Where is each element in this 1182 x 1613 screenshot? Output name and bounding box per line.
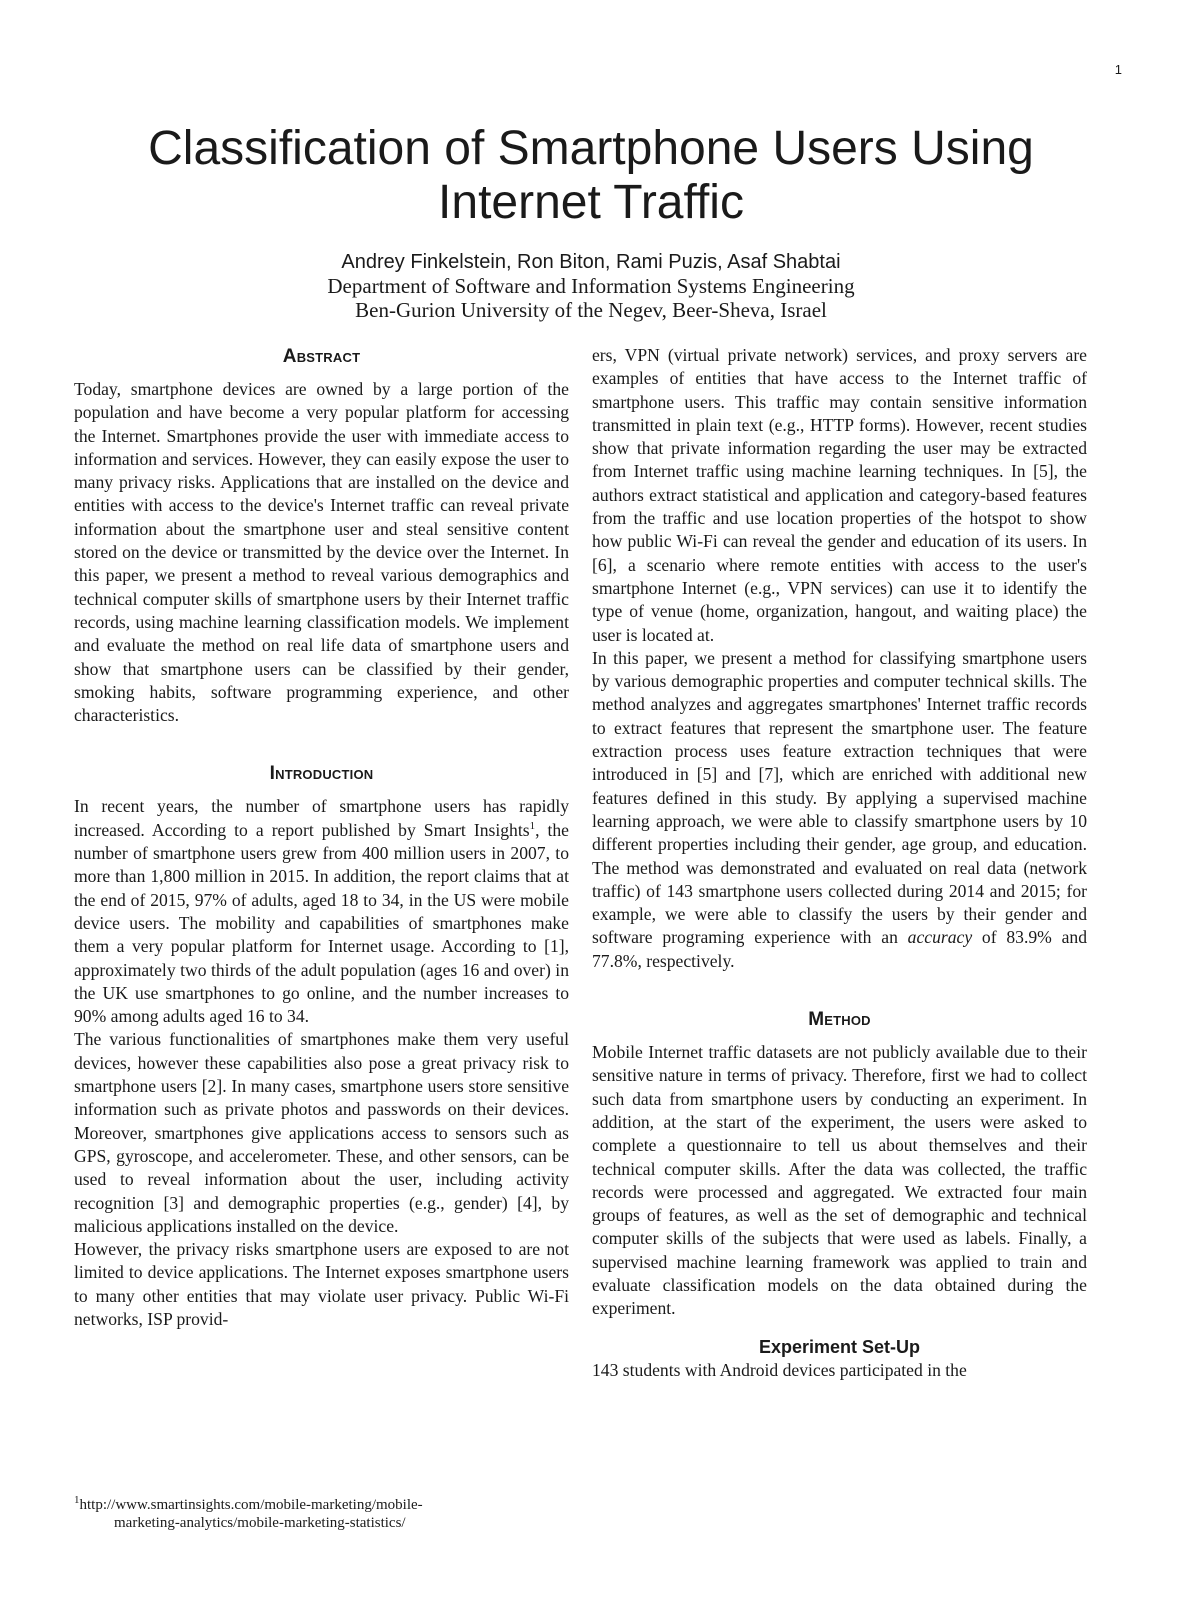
footnote-marker: 1 — [529, 819, 536, 832]
introduction-paragraph-1: In recent years, the number of smartphone users has rapidly increased. According to a report published by Smart Insights$^1$, the number of smartphone users grew from 400 million users in 2007, to more than 1,800 million in 2015. In addition, the report claims that at the end of 2015, 97% of adults, aged 18 to 34, in the US were mobile device users. The mobility and capabilities of smartphones make them a very popular platform for Internet usage. According to [1], approximately two thirds of the adult population (ages 16 and over) in the UK use smartphones to go online, and the number increases to 90% among adults aged 16 to 34. — [74, 796, 569, 1027]
abstract-text: Today, smartphone devices are owned by a large portion of the population and have become a very popular platform for accessing the Internet. Smartphones provide the user with immediate access to information and services. However, they can easily expose the user to many privacy risks. Applications that are installed on the device and entities with access to the device's Internet traffic can reveal private information about the smartphone user and steal sensitive content stored on the device or transmitted by the device over the Internet. In this paper, we present a method to reveal various demographics and technical computer skills of smartphone users by their Internet traffic records, using machine learning classification models. We implement and evaluate the method on real life data of smartphone users and show that smartphone users can be classified by their gender, smoking habits, software programming experience, and other characteristics. — [74, 379, 569, 726]
method-paragraph-1: Mobile Internet traffic datasets are not publicly available due to their sensitive nature in terms of privacy. Therefore, first we had to collect such data from smartphone users by conducting an experiment. In addition, at the start of the experiment, the users were asked to complete a questionnaire to tell us about themselves and their technical computer skills. After the data was collected, the traffic records were processed and aggregated. We extracted four main groups of features, as well as the set of demographic and technical computer skills of the subjects that were used as labels. Finally, a supervised machine learning framework was applied to train and evaluate classification models on the data obtained during the experiment. — [592, 1042, 1087, 1319]
footnote-url-line-2: marketing-analytics/mobile-marketing-statistics/ — [114, 1515, 406, 1531]
method-heading: Method — [808, 1009, 871, 1031]
introduction-paragraph-3-part-1: However, the privacy risks smartphone users are exposed to are not limited to device applications. The Internet exposes smartphone users to many other entities that may violate user privacy. Public Wi-Fi networks, ISP provid- — [74, 1239, 569, 1329]
introduction-paragraph-4: In this paper, we present a method for classifying smartphone users by various demographic properties and computer technical skills. The method analyzes and aggregates smartphones' Internet traffic records to extract features that represent the smartphone user. The feature extraction process uses feature extraction techniques that were introduced in [5] and [7], which are enriched with additional new features defined in this study. By applying a supervised machine learning approach, we were able to classify smartphone users by 10 different properties including their gender, age group, and education. The method was demonstrated and evaluated on real data (network traffic) of 143 smartphone users collected during 2014 and 2015; for example, we were able to classify the users by their gender and software programing experience with an accuracy of 83.9% and 77.8%, respectively. — [592, 647, 1087, 971]
left-column — [74, 344, 569, 1331]
footnote — [74, 1496, 569, 1532]
author-list: Andrey Finkelstein, Ron Biton, Rami Puzis, Asaf Shabtai — [341, 251, 841, 273]
introduction-paragraph-2: The various functionalities of smartphones make them very useful devices, however these capabilities also pose a great privacy risk to smartphone users [2]. In many cases, smartphone users store sensitive information such as private photos and passwords on their devices. Moreover, smartphones give applications access to sensors such as GPS, gyroscope, and accelerometer. These, and other sensors, can be used to reveal information about the user, including activity recognition [3] and demographic properties (e.g., gender) [4], by malicious applications installed on the device. — [74, 1029, 569, 1236]
page-number: 1 — [1114, 62, 1122, 77]
affiliation-department: Department of Software and Information Systems Engineering — [327, 274, 855, 298]
introduction-paragraph-3-part-2: ers, VPN (virtual private network) services, and proxy servers are examples of entities that have access to the Internet traffic of smartphone users. This traffic may contain sensitive information transmitted in plain text (e.g., HTTP forms). However, recent studies show that private information regarding the user may be extracted from Internet traffic using machine learning techniques. In [5], the authors extract statistical and application and category-based features from the traffic and use location properties of the hotspot to show how public Wi-Fi can reveal the gender and education of its users. In [6], a scenario where remote entities with access to the user's smartphone Internet (e.g., VPN services) can use it to identify the type of venue (home, organization, hangout, and waiting place) the user is located at. — [592, 345, 1087, 645]
paper-title: Classification of Smartphone Users Using Internet Traffic — [148, 122, 1034, 229]
right-column — [592, 344, 1087, 1382]
method-paragraph-2: 143 students with Android devices participated in the — [592, 1359, 967, 1380]
footnote-url-line-1: http://www.smartinsights.com/mobile-marketing/mobile- — [79, 1497, 423, 1513]
introduction-heading: Introduction — [269, 763, 374, 785]
footnote-number: 1 — [74, 1494, 80, 1506]
abstract-heading: Abstract — [282, 346, 361, 367]
affiliation-university: Ben-Gurion University of the Negev, Beer-Sheva, Israel — [355, 298, 827, 322]
accuracy-term: accuracy — [907, 927, 973, 948]
experiment-setup-subheading: Experiment Set-Up — [758, 1336, 921, 1357]
